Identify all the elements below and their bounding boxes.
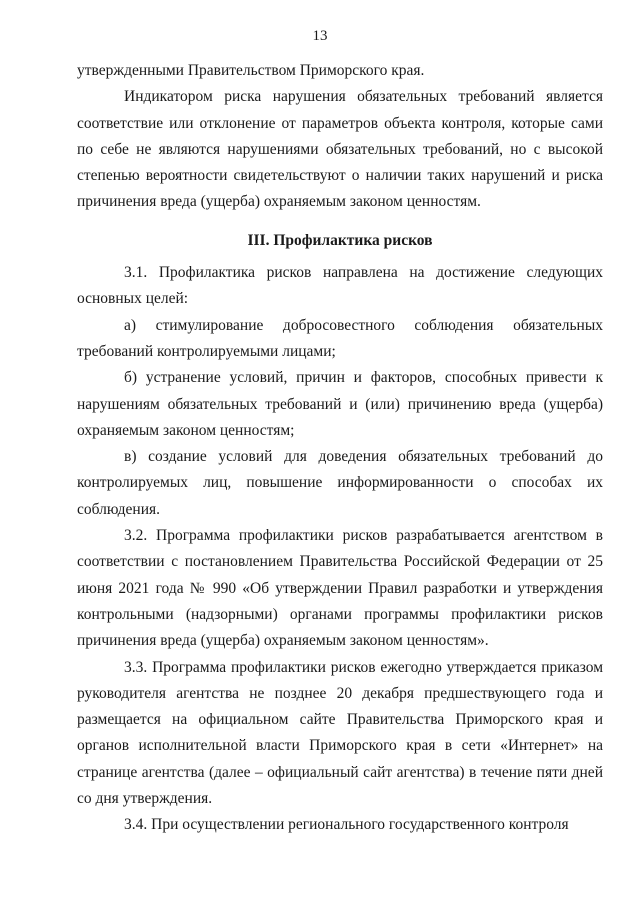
paragraph-3-3: 3.3. Программа профилактики рисков ежегодно утверждается приказом руководителя агентства не позднее 20 декабря предшествующего года и размещается на официальном сайте Правительства Приморского края и органов исполнительной власти Приморского края в сети «Интернет» на странице агентства (далее – официальный сайт агентства) в течение пяти дней со дня утверждения. <box>77 658 603 808</box>
page-number: 13 <box>312 28 328 44</box>
paragraph-3-2: 3.2. Программа профилактики рисков разрабатывается агентством в соответствии с постановлением Правительства Российской Федерации от 25 июня 2021 года № 990 «Об утверждении Правил разработки и утверждения контрольными (надзорными) органами программы профилактики рисков причинения вреда (ущерба) охраняемым законом ценностям». <box>77 527 603 650</box>
paragraph-continuation: утвержденными Правительством Приморского края. <box>77 62 425 79</box>
section-heading: III. Профилактика рисков <box>247 231 433 249</box>
list-item-b: б) устранение условий, причин и факторов, способных привести к нарушениям обязательных требований и (или) причинению вреда (ущерба) охраняемым законом ценностям; <box>77 369 603 439</box>
paragraph-3-4: 3.4. При осуществлении регионального государственного контроля <box>124 816 569 834</box>
paragraph-3-1: 3.1. Профилактика рисков направлена на достижение следующих основных целей: <box>77 264 603 308</box>
document-body <box>77 58 603 839</box>
list-item-a: а) стимулирование добросовестного соблюдения обязательных требований контролируемыми лицами; <box>77 316 603 360</box>
paragraph-risk-indicator: Индикатором риска нарушения обязательных требований является соответствие или отклонение от параметров объекта контроля, которые сами по себе не являются нарушениями обязательных требований, но с высокой степенью вероятности свидетельствуют о наличии таких нарушений и риска причинения вреда (ущерба) охраняемым законом ценностям. <box>77 88 603 211</box>
list-item-c: в) создание условий для доведения обязательных требований до контролируемых лиц, повышение информированности о способах их соблюдения. <box>77 448 603 518</box>
